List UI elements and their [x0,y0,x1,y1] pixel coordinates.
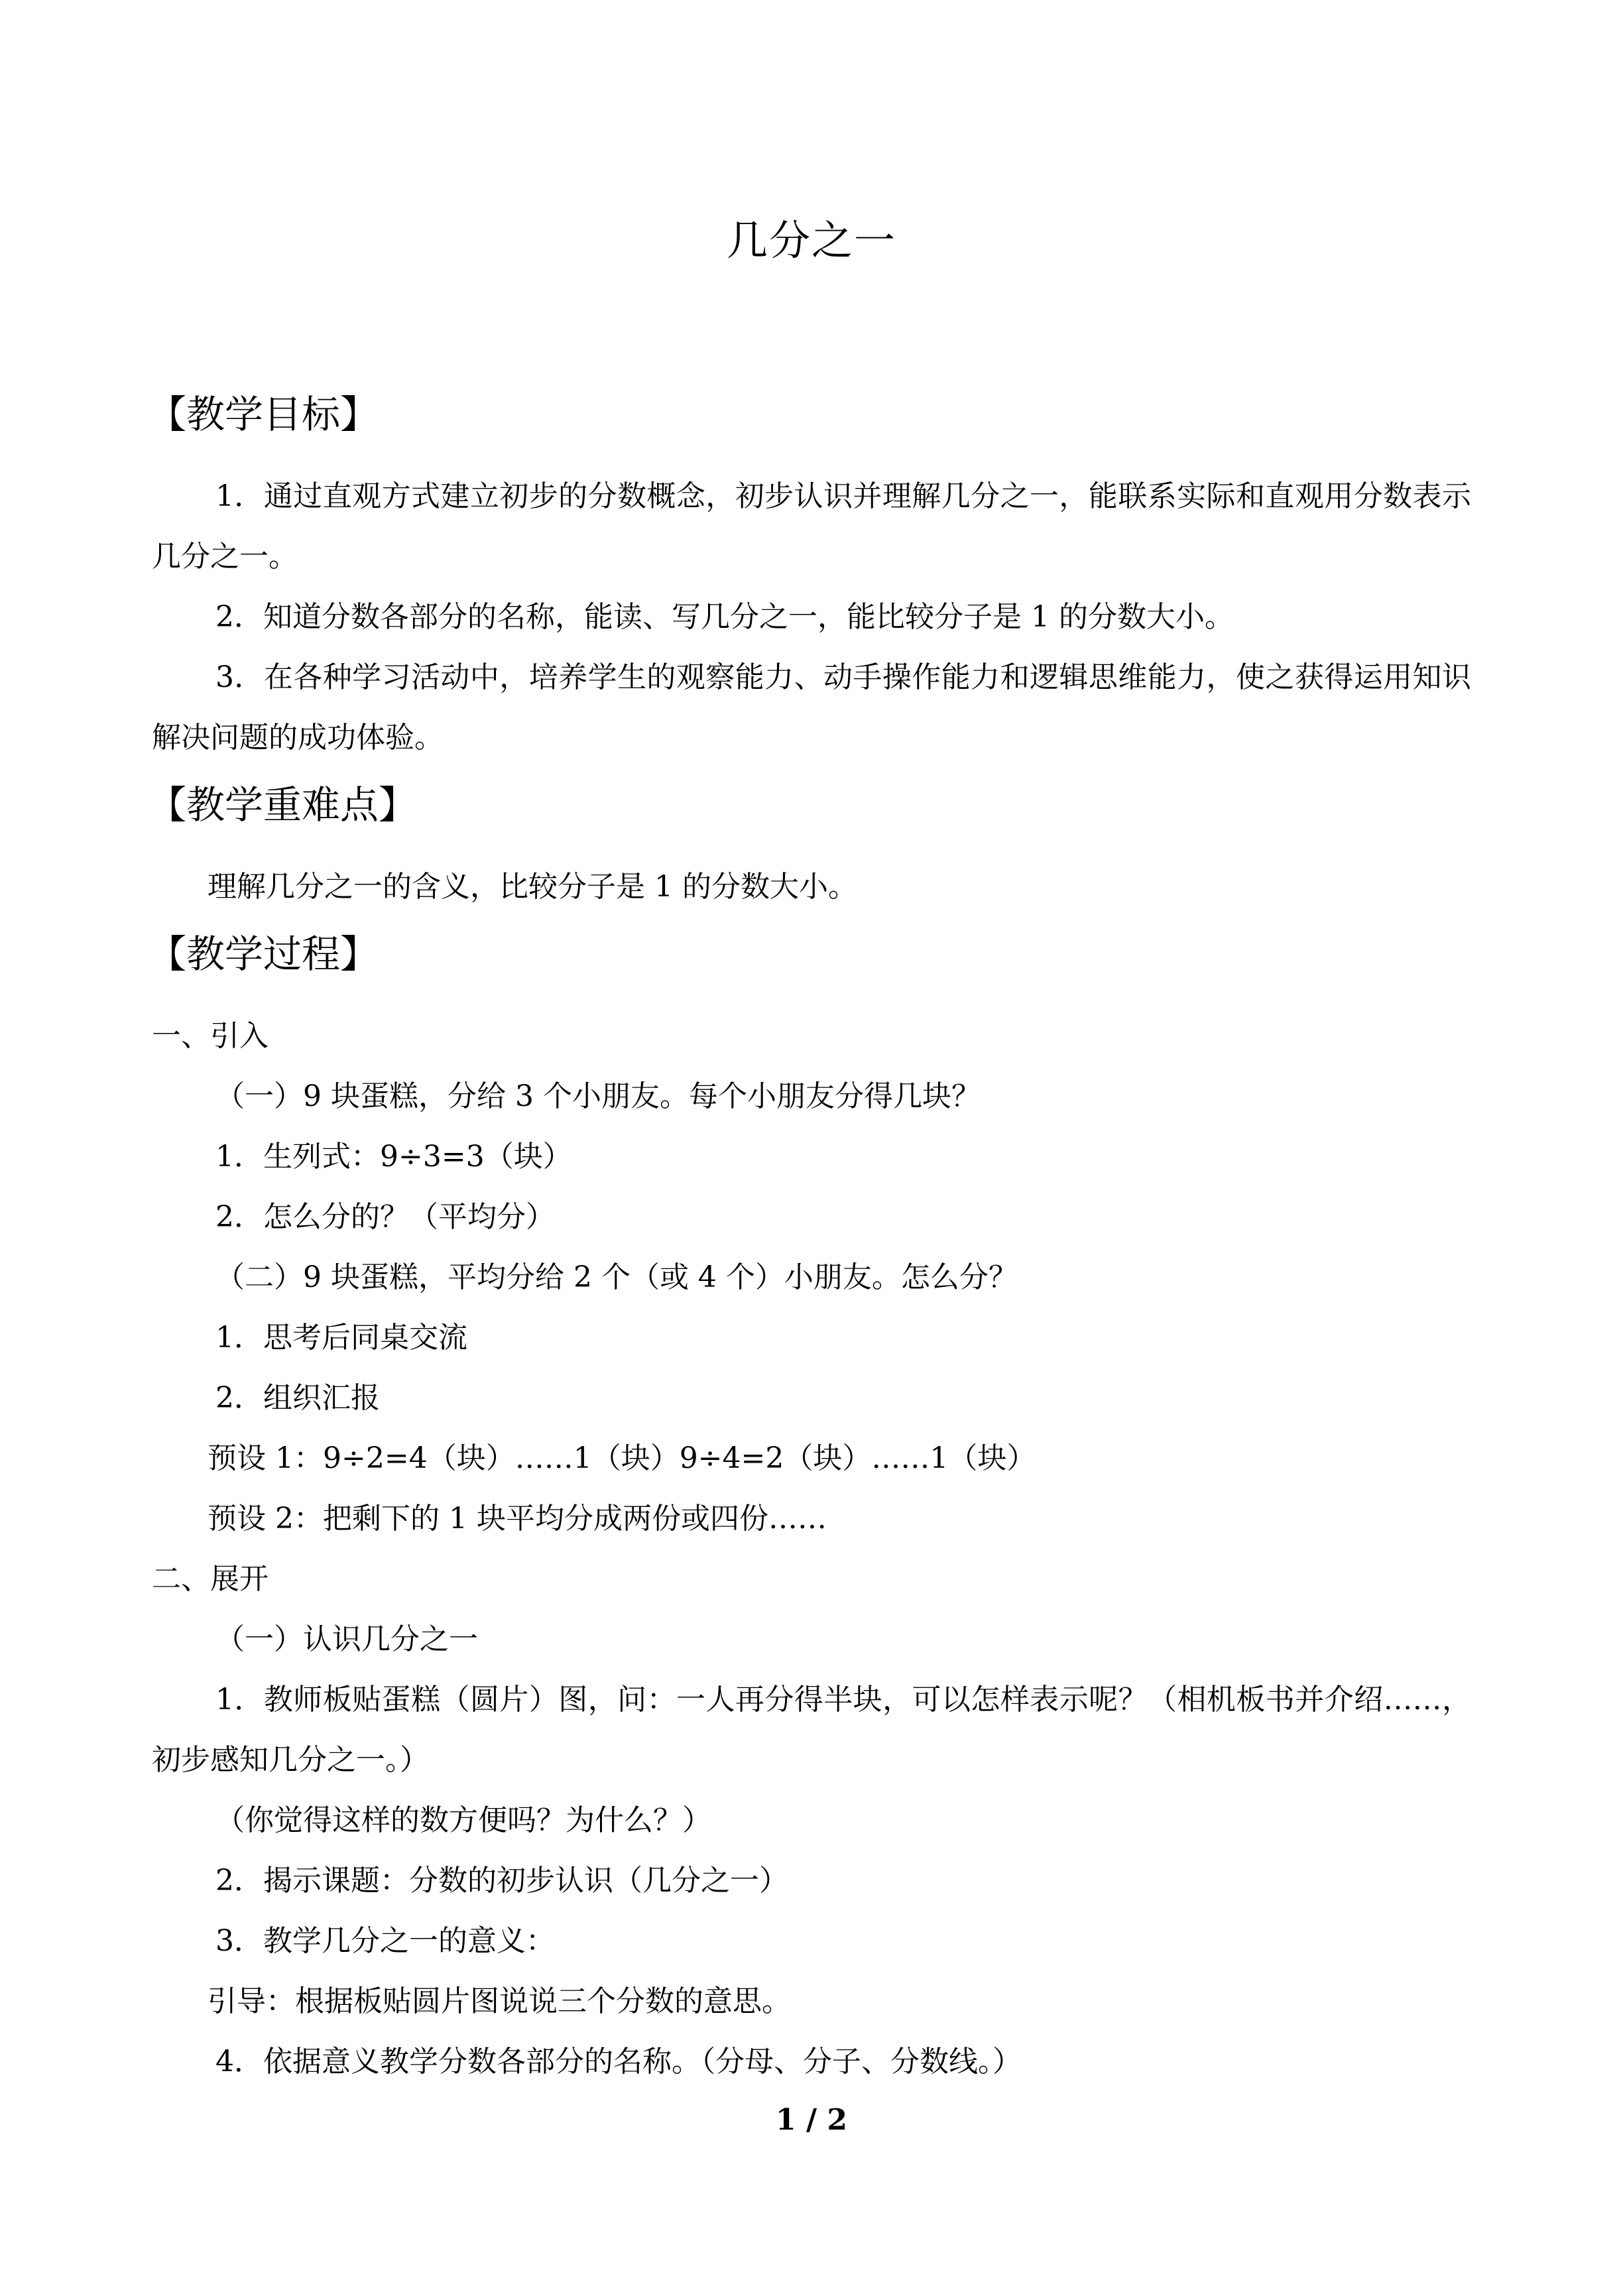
process-line: 4．依据意义教学分数各部分的名称。（分母、分子、分数线。） [215,2045,1022,2079]
process-line: （你觉得这样的数方便吗？为什么？） [215,1803,711,1837]
process-line: 3．教学几分之一的意义： [215,1924,555,1958]
process-line: 预设 2：把剩下的 1 块平均分成两份或四份…… [208,1502,827,1536]
process-line: （二）9 块蛋糕，平均分给 2 个（或 4 个）小朋友。怎么分？ [215,1260,1018,1294]
process-step-heading-expand: 二、展开 [152,1562,269,1596]
goal-item-2: 2．知道分数各部分的名称，能读、写几分之一，能比较分子是 1 的分数大小。 [215,600,1234,634]
process-line: 1．教师板贴蛋糕（圆片）图，问：一人再分得半块，可以怎样表示呢？（相机板书并介绍……，初步感知几分之一。） [152,1683,1471,1777]
section-heading-process: 【教学过程】 [148,932,379,977]
process-line: 引导：根据板贴圆片图说说三个分数的意思。 [208,1984,791,2018]
goal-item-1: 1．通过直观方式建立初步的分数概念，初步认识并理解几分之一，能联系实际和直观用分数表示几分之一。 [152,479,1471,574]
process-line: 2．怎么分的？（平均分） [215,1200,555,1234]
section-heading-goals: 【教学目标】 [148,392,379,437]
process-line: 2．组织汇报 [215,1381,380,1415]
page-title: 几分之一 [726,216,896,265]
process-line: 预设 1：9÷2=4（块）……1（块）9÷4=2（块）……1（块） [208,1441,1036,1475]
section-heading-keypoints: 【教学重难点】 [148,782,418,827]
process-step-heading-intro: 一、引入 [152,1019,269,1053]
process-line: 2．揭示课题：分数的初步认识（几分之一） [215,1864,788,1898]
page-number: 1 / 2 [776,2103,847,2137]
process-line: 1．思考后同桌交流 [215,1321,467,1355]
process-line: 1．生列式：9÷3=3（块） [215,1140,572,1174]
process-line: （一）认识几分之一 [215,1622,478,1656]
goal-item-3: 3．在各种学习活动中，培养学生的观察能力、动手操作能力和逻辑思维能力，使之获得运用知识解决问题的成功体验。 [152,660,1471,755]
document-body [148,381,1471,2092]
process-line: （一）9 块蛋糕，分给 3 个小朋友。每个小朋友分得几块？ [215,1079,981,1113]
keypoints-text: 理解几分之一的含义，比较分子是 1 的分数大小。 [208,870,857,904]
